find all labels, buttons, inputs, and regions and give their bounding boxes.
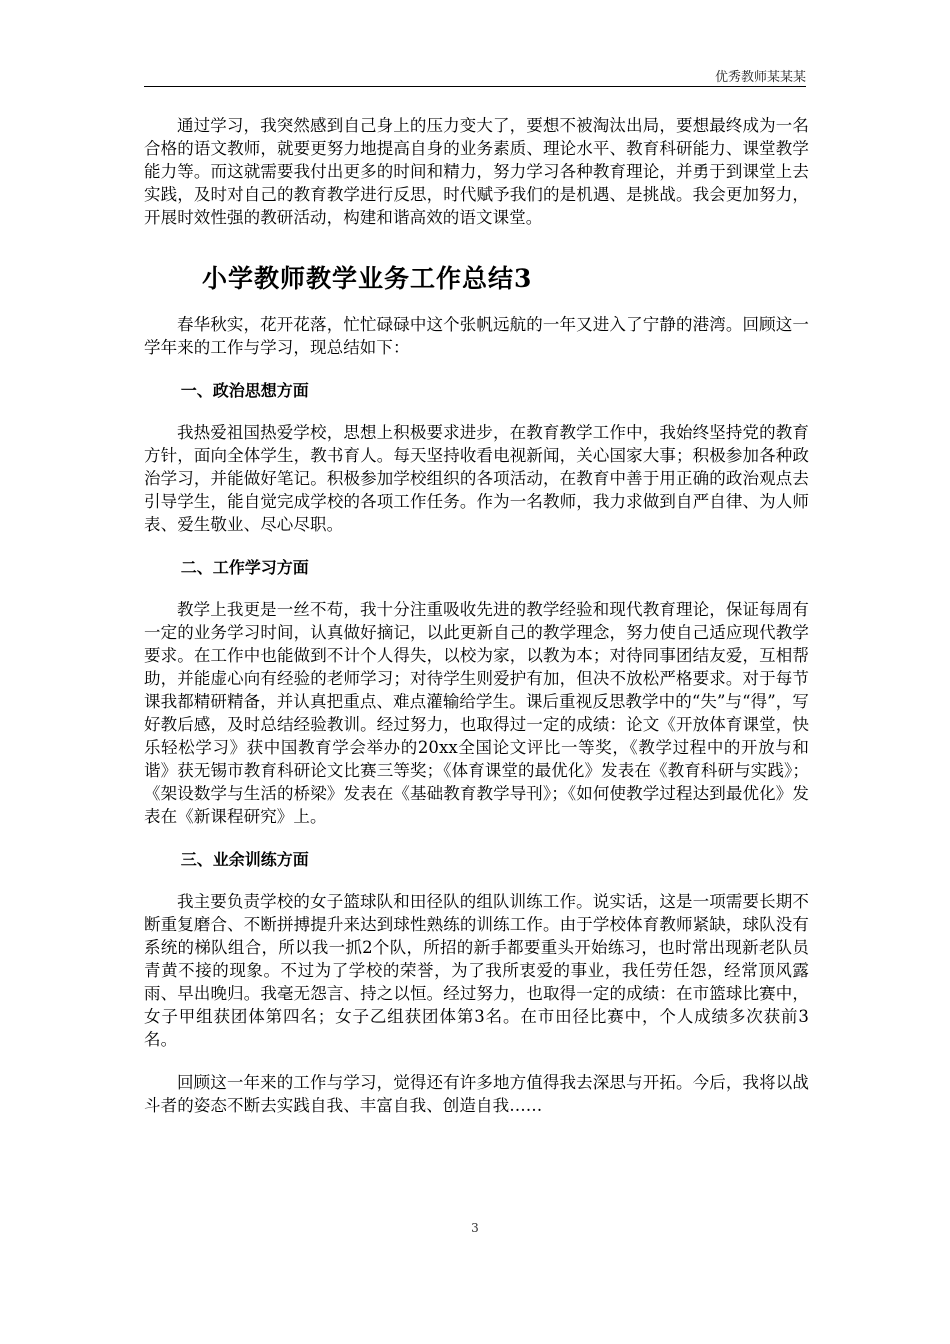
header-divider bbox=[144, 86, 806, 87]
section-text-politics: 我热爱祖国热爱学校，思想上积极要求进步，在教育教学工作中，我始终坚持党的教育方针，面向全体学生，教书育人。每天坚持收看电视新闻，关心国家大事；积极参加各种政治学习，并能做好笔记。积极参加学校组织的各项活动，在教育中善于用正确的政治观点去引导学生，能自觉完成学校的各项工作任务。作为一名教师，我力求做到自严自律、为人师表、爱生敬业、尽心尽职。 bbox=[144, 423, 809, 534]
section-text-training: 我主要负责学校的女子篮球队和田径队的组队训练工作。说实话，这是一项需要长期不断重复磨合、不断拼搏提升来达到球性熟练的训练工作。由于学校体育教师紧缺，球队没有系统的梯队组合，所以我一抓2个队，所招的新手都要重头开始练习，也时常出现新老队员青黄不接的现象。不过为了学校的荣誉，为了我所衷爱的事业，我任劳任怨，经常顶风露雨、早出晚归。我毫无怨言、持之以恒。经过努力，也取得一定的成绩：在市篮球比赛中，女子甲组获团体第四名；女子乙组获团体第3名。在市田径比赛中，个人成绩多次获前3名。 bbox=[144, 892, 809, 1049]
section-heading-work-study: 二、工作学习方面 bbox=[180, 558, 309, 577]
paragraph-spacer bbox=[144, 1051, 809, 1071]
closing-paragraph: 回顾这一年来的工作与学习，觉得还有许多地方值得我去深思与开拓。今后，我将以战斗者的姿态不断去实践自我、丰富自我、创造自我…… bbox=[144, 1073, 809, 1115]
intro-paragraph: 通过学习，我突然感到自己身上的压力变大了，要想不被淘汰出局，要想最终成为一名合格的语文教师，就要更努力地提高自身的业务素质、理论水平、教育科研能力、课堂教学能力等。而这就需要我付出更多的时间和精力，努力学习各种教育理论，并勇于到课堂上去实践，及时对自己的教育教学进行反思，时代赋予我们的是机遇、是挑战。我会更加努力，开展时效性强的教研活动，构建和谐高效的语文课堂。 bbox=[144, 116, 809, 227]
section-text-work-study: 教学上我更是一丝不苟，我十分注重吸收先进的教学经验和现代教育理论，保证每周有一定的业务学习时间，认真做好摘记，以此更新自己的教学理念，努力使自己适应现代教学要求。在工作中也能做到不计个人得失，以校为家，以教为本；对待同事团结友爱，互相帮助，并能虚心向有经验的老师学习；对待学生则爱护有加，但决不放松严格要求。对于每节课我都精研精备，并认真把重点、难点灌输给学生。课后重视反思教学中的“失”与“得”，写好教后感，及时总结经验教训。经过努力，也取得过一定的成绩：论文《开放体育课堂，快乐轻松学习》获中国教育学会举办的20xx全国论文评比一等奖，《教学过程中的开放与和谐》获无锡市教育科研论文比赛三等奖；《体育课堂的最优化》发表在《教育科研与实践》；《架设数学与生活的桥梁》发表在《基础教育教学导刊》；《如何使教学过程达到最优化》发表在《新课程研究》上。 bbox=[144, 600, 809, 826]
section-heading-training: 三、业余训练方面 bbox=[180, 850, 309, 869]
page-number: 3 bbox=[471, 1221, 479, 1235]
document-title: 小学教师教学业务工作总结3 bbox=[202, 264, 533, 293]
section-heading-politics: 一、政治思想方面 bbox=[180, 381, 309, 400]
page-header-author: 优秀教师某某某 bbox=[714, 70, 806, 85]
opening-paragraph: 春华秋实，花开花落，忙忙碌碌中这个张帆远航的一年又进入了宁静的港湾。回顾这一学年来的工作与学习，现总结如下： bbox=[144, 315, 809, 357]
page-content bbox=[144, 114, 809, 1117]
